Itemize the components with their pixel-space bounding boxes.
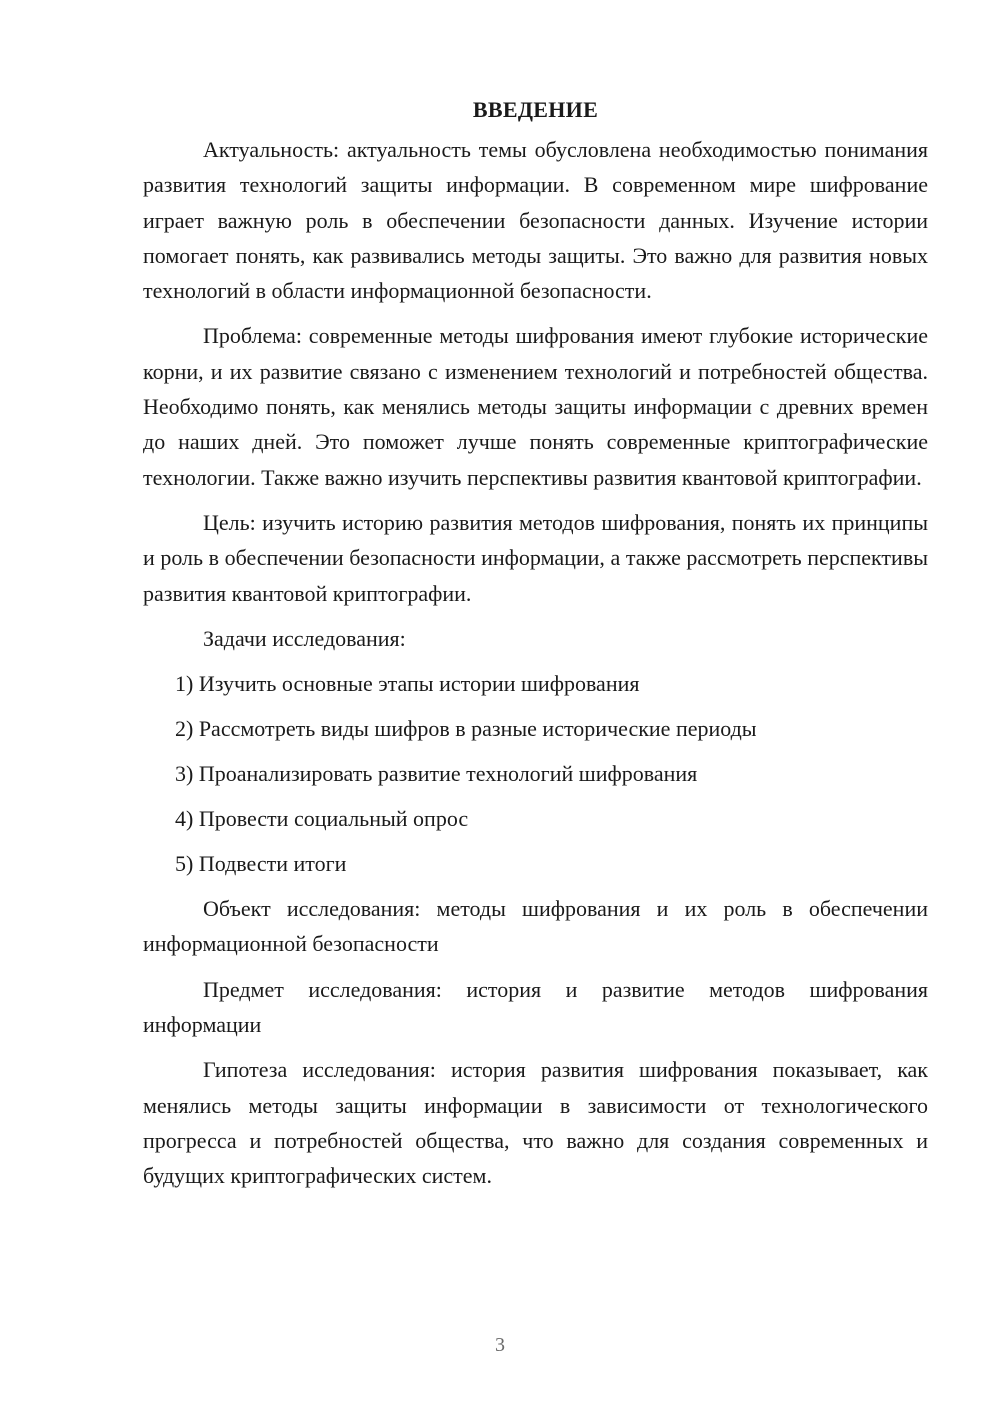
problem-paragraph: Проблема: современные методы шифрования имеют глубокие исторические корни, и их развитие связано с изменением технологий и потребностей общества. Необходимо понять, как менялись методы защиты информации с древних времен до наших дней. Это поможет лучше понять современные криптографические технологии. Также важно изучить перспективы развития квантовой криптографии. <box>143 323 928 490</box>
list-item: 2) Рассмотреть виды шифров в разные исторические периоды <box>175 716 757 742</box>
tasks-heading: Задачи исследования: <box>203 625 406 651</box>
document-page <box>143 92 928 1204</box>
list-item: 4) Провести социальный опрос <box>175 806 469 832</box>
list-item: 5) Подвести итоги <box>175 851 347 877</box>
list-item: 3) Проанализировать развитие технологий шифрования <box>175 761 698 787</box>
list-item: 1) Изучить основные этапы истории шифрования <box>175 671 640 697</box>
object-paragraph: Объект исследования: методы шифрования и их роль в обеспечении информационной безопасности <box>143 896 928 957</box>
page-title: ВВЕДЕНИЕ <box>472 97 599 122</box>
hypothesis-paragraph: Гипотеза исследования: история развития шифрования показывает, как менялись методы защиты информации в зависимости от технологического прогресса и потребностей общества, что важно для создания современных и будущих криптографических систем. <box>143 1057 928 1189</box>
subject-paragraph: Предмет исследования: история и развитие методов шифрования информации <box>143 976 928 1038</box>
goal-paragraph: Цель: изучить историю развития методов шифрования, понять их принципы и роль в обеспечении безопасности информации, а также рассмотреть перспективы развития квантовой криптографии. <box>143 509 928 606</box>
relevance-paragraph: Актуальность: актуальность темы обусловлена необходимостью понимания развития технологий защиты информации. В современном мире шифрование играет важную роль в обеспечении безопасности данных. Изучение истории помогает понять, как развивались методы защиты. Это важно для развития новых технологий в области информационной безопасности. <box>143 137 928 304</box>
tasks-list <box>143 666 928 881</box>
page-number: 3 <box>495 1334 505 1356</box>
